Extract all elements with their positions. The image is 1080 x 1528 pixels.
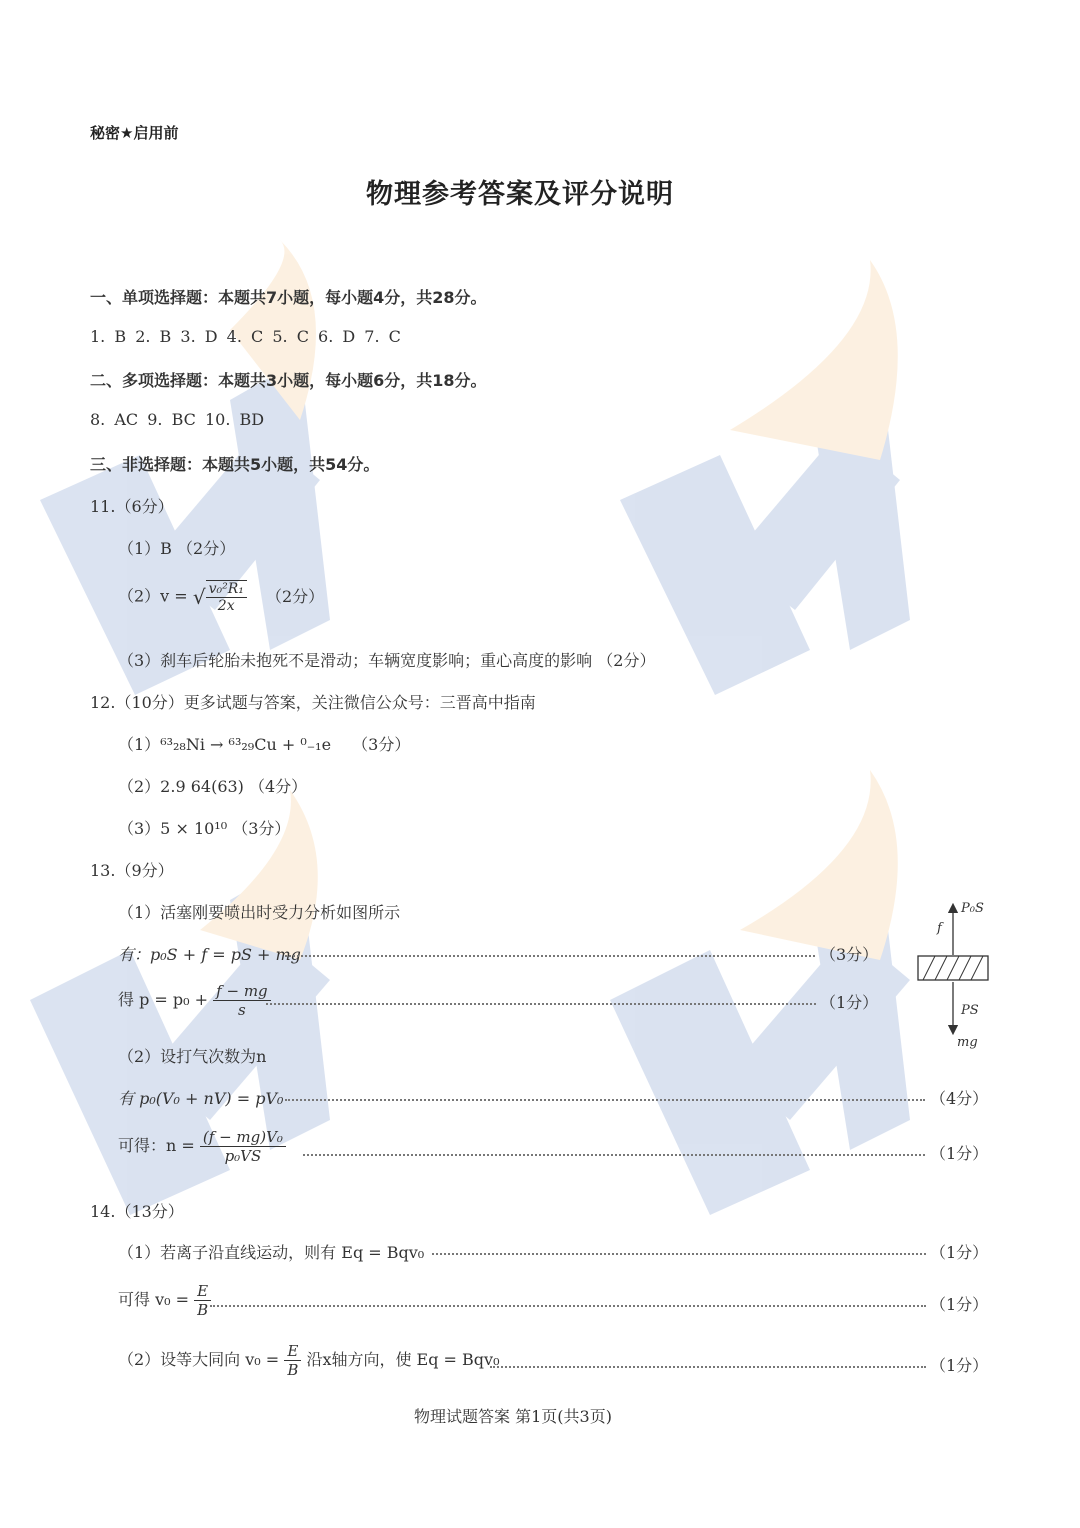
q14-line1-points: （1分） (930, 1243, 989, 1262)
q13-heading: 13.（9分） (90, 861, 174, 880)
q13-part1: （1）活塞刚要喷出时受力分析如图所示 (118, 903, 401, 922)
q13-line2 (118, 982, 271, 1019)
leader-dots (285, 1099, 925, 1101)
q13-line3-equation: 有 p₀(V₀ + nV) = pV₀ (118, 1089, 284, 1108)
q14-line2-numerator: E (194, 1282, 211, 1301)
page-footer: 物理试题答案 第1页(共3页) (414, 1407, 612, 1426)
label-mg: mg (957, 1035, 978, 1050)
q11-part1: （1）B （2分） (118, 539, 236, 558)
q14-line2 (118, 1282, 211, 1319)
q13-line2-fraction (213, 982, 270, 1019)
q13-line3 (118, 1086, 283, 1109)
q14-line2-points: （1分） (930, 1295, 989, 1314)
section-2-heading: 二、多项选择题：本题共3小题，每小题6分，共18分。 (90, 371, 487, 390)
q14-line3 (118, 1342, 500, 1379)
q12-part2: （2）2.9 64(63) （4分） (118, 777, 308, 796)
leader-dots (266, 1003, 816, 1005)
q13-line2-points: （1分） (820, 993, 879, 1012)
q11-part2-numerator: v₀²R₁ (206, 581, 247, 598)
q11-part2-fraction (206, 580, 247, 614)
label-p0s: P₀S (961, 901, 984, 916)
label-ps: PS (961, 1003, 979, 1018)
q13-line4-prefix: 可得：n = (118, 1136, 195, 1155)
q14-line3-fraction (284, 1342, 301, 1379)
section-2-answers: 8. AC 9. BC 10. BD (90, 410, 265, 429)
section-1-answers: 1. B 2. B 3. D 4. C 5. C 6. D 7. C (90, 327, 401, 346)
q14-line3-suffix: 沿x轴方向，使 Eq = Bqv₀ (306, 1350, 500, 1369)
q13-line2-numerator: f − mg (213, 982, 270, 1001)
leader-dots (303, 1154, 925, 1156)
page-title: 物理参考答案及评分说明 (366, 179, 674, 210)
q13-line2-prefix: 得 p = p₀ + (118, 990, 209, 1009)
q11-part2-points: （2分） (265, 586, 325, 606)
leader-dots (490, 1366, 926, 1368)
leader-dots (285, 955, 815, 957)
q12-part1-equation: ⁶³₂₈Ni → ⁶³₂₉Cu + ⁰₋₁e (160, 735, 332, 754)
q14-line3-prefix: （2）设等大同向 v₀ = (118, 1350, 280, 1369)
q14-line3-points: （1分） (930, 1356, 989, 1375)
q13-line4-points: （1分） (930, 1144, 989, 1163)
q13-line1-points: （3分） (820, 945, 879, 964)
q13-line2-denominator: s (238, 1001, 246, 1019)
q13-line4-numerator: (f − mg)V₀ (200, 1128, 286, 1147)
q14-line3-numerator: E (284, 1342, 301, 1361)
q14-line2-fraction (194, 1282, 211, 1319)
leader-dots (432, 1253, 926, 1255)
force-diagram (905, 890, 1005, 1060)
q14-line3-denominator: B (287, 1361, 299, 1379)
q14-line2-prefix: 可得 v₀ = (118, 1290, 190, 1309)
q11-part2-denominator: 2x (217, 598, 235, 614)
q13-line4 (118, 1128, 286, 1165)
secret-label: 秘密★启用前 (90, 124, 179, 142)
leader-dots (210, 1305, 926, 1307)
q11-part2: （2）v = √ $\frac{\text{v₀²R₁}}{2x}$ （2分） (118, 581, 325, 614)
section-1-heading: 一、单项选择题：本题共7小题，每小题4分，共28分。 (90, 288, 487, 307)
section-3-heading: 三、非选择题：本题共5小题，共54分。 (90, 455, 380, 474)
q14-line1: （1）若离子沿直线运动，则有 Eq = Bqv₀ (118, 1243, 425, 1262)
q13-line4-fraction (200, 1128, 286, 1165)
q13-part2: （2）设打气次数为n (118, 1047, 267, 1066)
q13-line1 (118, 942, 301, 965)
q11-part2-prefix: （2）v = (118, 586, 188, 606)
q12-heading: 12.（10分）更多试题与答案，关注微信公众号：三晋高中指南 (90, 693, 536, 712)
q12-part3: （3）5 × 10¹⁰ （3分） (118, 819, 291, 838)
q14-line2-denominator: B (197, 1301, 209, 1319)
q13-line4-denominator: p₀VS (224, 1147, 262, 1165)
q11-heading: 11.（6分） (90, 497, 174, 516)
q12-part1-points: （3分） (352, 735, 411, 754)
q13-line3-points: （4分） (930, 1089, 989, 1108)
q13-line1-equation: 有：p₀S + f = pS + mg (118, 945, 301, 964)
q12-part1-prefix: （1） (118, 735, 161, 754)
q14-heading: 14.（13分） (90, 1202, 184, 1221)
q11-part3: （3）刹车后轮胎未抱死不是滑动；车辆宽度影响；重心高度的影响 （2分） (118, 651, 656, 670)
q12-part1 (118, 732, 410, 755)
label-f: f (937, 921, 942, 936)
